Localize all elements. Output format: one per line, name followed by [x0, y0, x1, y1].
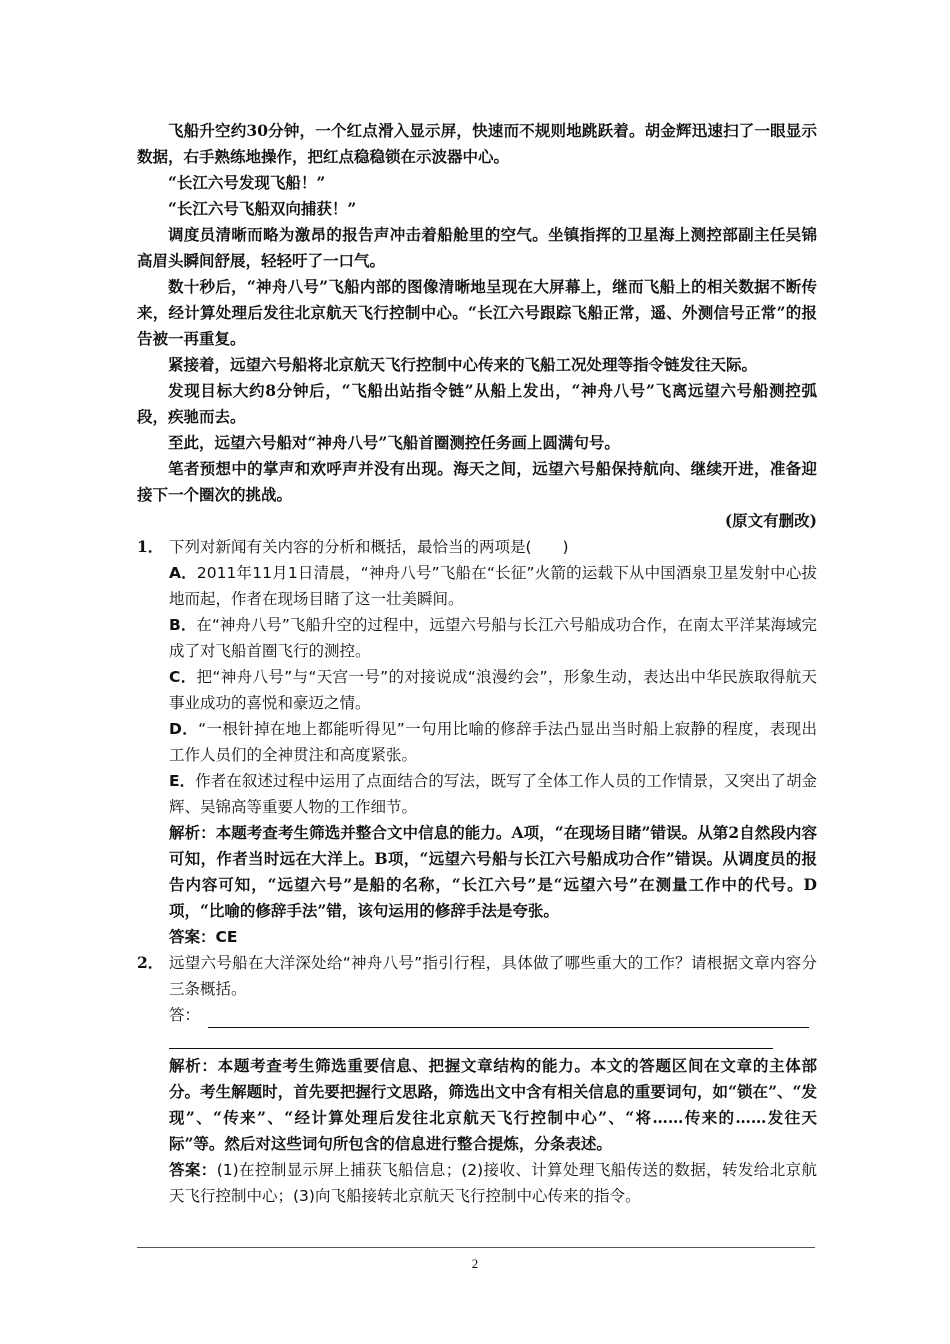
analysis-block [169, 820, 817, 924]
option-c [169, 664, 817, 716]
story-paragraph-4: 调度员清晰而略为激昂的报告声冲击着船舱里的空气。坐镇指挥的卫星海上测控部副主任吴锦高眉头瞬间舒展，轻轻吁了一口气。 [137, 225, 817, 270]
answer-label: 答案： [169, 1161, 217, 1179]
analysis-text: 本题考查考生筛选重要信息、把握文章结构的能力。本文的答题区间在文章的主体部分。考生解题时，首先要把握行文思路，筛选出文中含有相关信息的重要词句，如“锁在”、“发现”、“传来”、“经计算处理后发往北京航天飞行控制中心”、“将……传来的……发往天际”等。然后对这些词句所包含的信息进行整合提炼，分条表述。 [169, 1056, 817, 1153]
option-text: 作者在叙述过程中运用了点面结合的写法，既写了全体工作人员的工作情景，又突出了胡金辉、吴锦高等重要人物的工作细节。 [169, 772, 817, 816]
story-paragraph-5: 数十秒后，“神舟八号”飞船内部的图像清晰地呈现在大屏幕上，继而飞船上的相关数据不断传来，经计算处理后发往北京航天飞行控制中心。“长江六号跟踪飞船正常，遥、外测信号正常”的报告被一再重复。 [137, 277, 817, 348]
option-letter: E． [169, 772, 196, 790]
answer-block [169, 1157, 817, 1209]
option-letter: B． [169, 616, 197, 634]
analysis-block [169, 1053, 817, 1157]
answer-label: 答案： [169, 928, 216, 946]
story-paragraph-1: 飞船升空约30分钟，一个红点滑入显示屏，快速而不规则地跳跃着。胡金辉迅速扫了一眼显示数据，右手熟练地操作，把红点稳稳锁在示波器中心。 [137, 121, 817, 166]
footer-divider [137, 1247, 815, 1248]
answer-blank-continued[interactable] [169, 1028, 773, 1049]
option-text: 2011年11月1日清晨，“神舟八号”飞船在“长征”火箭的运载下从中国酒泉卫星发射中心拔地而起，作者在现场目睹了这一壮美瞬间。 [169, 564, 818, 608]
story-paragraph-7: 发现目标大约8分钟后，“飞船出站指令链”从船上发出，“神舟八号”飞离远望六号船测控弧段，疾驰而去。 [137, 381, 817, 426]
reply-line [169, 1002, 817, 1028]
option-text: “一根针掉在地上都能听得见”一句用比喻的修辞手法凸显出当时船上寂静的程度，表现出工作人员们的全神贯注和高度紧张。 [169, 720, 817, 764]
option-text: 在“神舟八号”飞船升空的过程中，远望六号船与长江六号船成功合作，在南太平洋某海域完成了对飞船首圈飞行的测控。 [169, 616, 817, 660]
option-text: 把“神舟八号”与“天宫一号”的对接说成“浪漫约会”，形象生动，表达出中华民族取得航天事业成功的喜悦和豪迈之情。 [169, 668, 817, 712]
option-letter: C． [169, 668, 197, 686]
story-paragraph-2: “长江六号发现飞船！” [168, 173, 326, 192]
story-paragraph-6: 紧接着，远望六号船将北京航天飞行控制中心传来的飞船工况处理等指令链发往天际。 [168, 355, 758, 374]
analysis-text: 本题考查考生筛选并整合文中信息的能力。A项，“在现场目睹”错误。从第2自然段内容可知，作者当时远在大洋上。B项，“远望六号船与长江六号船成功合作”错误。从调度员的报告内容可知，“远望六号”是船的名称，“长江六号”是“远望六号”在测量工作中的代号。D项，“比喻的修辞手法”错，该句运用的修辞手法是夸张。 [169, 823, 817, 920]
question-number: 1． [137, 537, 164, 556]
analysis-label: 解析： [169, 824, 216, 842]
source-note: (原文有删改) [724, 511, 817, 530]
option-letter: A． [169, 564, 197, 582]
story-paragraph-8: 至此，远望六号船对“神舟八号”飞船首圈测控任务画上圆满句号。 [168, 433, 620, 452]
question-stem: 下列对新闻有关内容的分析和概括，最恰当的两项是( ) [169, 538, 569, 556]
article-excerpt [137, 118, 817, 508]
option-letter: D． [169, 720, 199, 738]
question-stem: 远望六号船在大洋深处给“神舟八号”指引行程，具体做了哪些重大的工作？请根据文章内容分三条概括。 [169, 954, 817, 998]
option-e [169, 768, 817, 820]
question-1 [137, 534, 817, 950]
analysis-label: 解析： [169, 1057, 218, 1075]
option-a [169, 560, 817, 612]
page-number: 2 [471, 1256, 479, 1271]
page-content [137, 118, 817, 1209]
question-2 [137, 950, 817, 1209]
answer-text: (1)在控制显示屏上捕获飞船信息；(2)接收、计算处理飞船传送的数据，转发给北京航天飞行控制中心；(3)向飞船接转北京航天飞行控制中心传来的指令。 [169, 1161, 817, 1205]
answer-blank[interactable] [208, 1009, 809, 1028]
story-paragraph-9: 笔者预想中的掌声和欢呼声并没有出现。海天之间，远望六号船保持航向、继续开进，准备迎接下一个圈次的挑战。 [137, 459, 817, 504]
question-number: 2． [137, 953, 164, 972]
option-d [169, 716, 817, 768]
answer-text: CE [215, 928, 238, 946]
option-b [169, 612, 817, 664]
reply-label: 答： [169, 1006, 201, 1024]
answer-block [169, 924, 817, 950]
story-paragraph-3: “长江六号飞船双向捕获！” [168, 199, 357, 218]
